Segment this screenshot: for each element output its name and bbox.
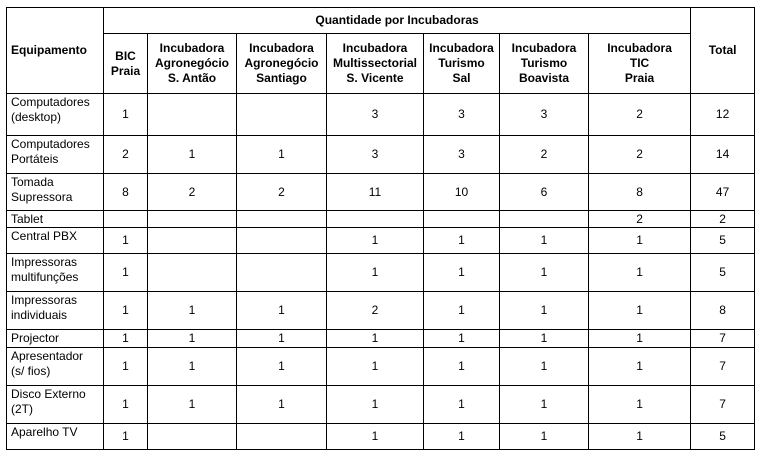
quantity-cell: 1	[104, 424, 148, 450]
quantity-cell: 1	[424, 228, 500, 254]
quantity-cell: 1	[500, 292, 589, 330]
quantity-cell: 3	[424, 136, 500, 174]
quantity-cell	[327, 211, 424, 228]
text-line: S. Vicente	[346, 71, 404, 85]
text-line: Central PBX	[11, 229, 78, 243]
quantity-cell: 1	[589, 228, 691, 254]
quantity-cell: 1	[500, 424, 589, 450]
quantity-cell: 1	[237, 292, 327, 330]
quantity-cell: 1	[589, 424, 691, 450]
quantity-cell: 1	[500, 348, 589, 386]
quantity-cell: 1	[327, 386, 424, 424]
quantity-cell	[104, 211, 148, 228]
text-line: Aparelho TV	[11, 425, 78, 439]
quantity-cell: 1	[104, 292, 148, 330]
total-cell: 7	[691, 386, 755, 424]
quantity-cell: 1	[237, 330, 327, 348]
quantity-cell: 2	[148, 174, 237, 211]
column-header	[148, 34, 237, 94]
quantity-cell: 1	[424, 386, 500, 424]
quantity-cell: 2	[589, 211, 691, 228]
column-header	[500, 34, 589, 94]
quantity-cell: 8	[589, 174, 691, 211]
quantity-cell: 3	[327, 94, 424, 136]
quantity-cell: 1	[424, 424, 500, 450]
quantity-cell: 2	[500, 136, 589, 174]
equipment-label	[7, 136, 104, 174]
text-line: (desktop)	[11, 110, 62, 124]
column-header	[104, 34, 148, 94]
equipment-label	[7, 174, 104, 211]
table-row	[7, 174, 755, 211]
text-line: Santiago	[256, 71, 307, 85]
text-line: Incubadora	[511, 41, 577, 55]
text-line: Incubadora	[342, 41, 408, 55]
quantity-cell: 1	[327, 424, 424, 450]
column-header	[327, 34, 424, 94]
header-row-group	[7, 8, 755, 34]
group-header: Quantidade por Incubadoras	[104, 8, 691, 34]
text-line: Agronegócio	[244, 56, 319, 70]
total-cell: 47	[691, 174, 755, 211]
table-body	[7, 94, 755, 450]
table-row	[7, 228, 755, 254]
table-row	[7, 292, 755, 330]
quantity-cell: 1	[104, 386, 148, 424]
table-row	[7, 348, 755, 386]
quantity-cell: 1	[327, 254, 424, 292]
text-line: Incubadora	[429, 41, 494, 55]
quantity-cell: 1	[148, 386, 237, 424]
quantity-cell: 1	[327, 228, 424, 254]
quantity-cell: 1	[424, 254, 500, 292]
text-line: Computadores	[11, 137, 90, 151]
text-line: multifunções	[11, 270, 79, 284]
table-row	[7, 386, 755, 424]
equipment-label	[7, 94, 104, 136]
total-cell: 7	[691, 330, 755, 348]
total-cell: 5	[691, 228, 755, 254]
text-line: Multissectorial	[332, 56, 418, 70]
total-header: Total	[691, 8, 755, 94]
text-line: Praia	[624, 71, 655, 85]
quantity-cell: 2	[327, 292, 424, 330]
quantity-cell: 1	[327, 348, 424, 386]
text-line: Supressora	[11, 190, 73, 204]
table-row	[7, 136, 755, 174]
quantity-cell: 2	[104, 136, 148, 174]
text-line: Boavista	[518, 71, 570, 85]
text-line: Apresentador	[11, 349, 84, 363]
text-line: Sal	[452, 71, 471, 85]
total-cell: 7	[691, 348, 755, 386]
equipment-table	[6, 7, 755, 450]
quantity-cell: 1	[500, 254, 589, 292]
total-cell: 2	[691, 211, 755, 228]
quantity-cell: 2	[237, 174, 327, 211]
header-row-columns	[7, 34, 755, 94]
quantity-cell: 3	[424, 94, 500, 136]
quantity-cell	[424, 211, 500, 228]
quantity-cell: 1	[424, 292, 500, 330]
quantity-cell: 3	[327, 136, 424, 174]
table-row	[7, 211, 755, 228]
quantity-cell: 1	[424, 330, 500, 348]
text-line: Disco Externo	[11, 387, 86, 401]
quantity-cell: 1	[148, 292, 237, 330]
table-row	[7, 330, 755, 348]
quantity-cell: 1	[589, 348, 691, 386]
quantity-cell: 1	[500, 386, 589, 424]
total-cell: 14	[691, 136, 755, 174]
quantity-cell	[148, 211, 237, 228]
quantity-cell	[148, 254, 237, 292]
column-header	[589, 34, 691, 94]
text-line: Portáteis	[11, 152, 59, 166]
quantity-cell: 8	[104, 174, 148, 211]
text-line: Impressoras	[11, 255, 78, 269]
quantity-cell: 1	[148, 330, 237, 348]
quantity-cell: 1	[589, 292, 691, 330]
quantity-cell: 1	[148, 348, 237, 386]
quantity-cell	[237, 211, 327, 228]
text-line: Turismo	[438, 56, 485, 70]
quantity-cell: 2	[589, 94, 691, 136]
quantity-cell: 1	[589, 254, 691, 292]
equipment-label	[7, 330, 104, 348]
total-cell: 8	[691, 292, 755, 330]
equipment-label	[7, 211, 104, 228]
equipment-label	[7, 348, 104, 386]
quantity-cell: 1	[104, 348, 148, 386]
text-line: TIC	[629, 56, 650, 70]
quantity-cell: 1	[104, 228, 148, 254]
text-line: Incubadora	[249, 41, 314, 55]
quantity-cell	[500, 211, 589, 228]
text-line: Tomada	[11, 175, 54, 189]
quantity-cell	[237, 228, 327, 254]
quantity-cell: 1	[589, 386, 691, 424]
quantity-cell: 2	[589, 136, 691, 174]
quantity-cell: 1	[104, 330, 148, 348]
quantity-cell: 1	[500, 228, 589, 254]
quantity-cell: 1	[104, 254, 148, 292]
quantity-cell: 1	[500, 330, 589, 348]
text-line: (2T)	[11, 402, 33, 416]
text-line: Tablet	[11, 212, 44, 226]
quantity-cell: 3	[500, 94, 589, 136]
quantity-cell	[237, 254, 327, 292]
text-line: Agronegócio	[155, 56, 229, 70]
equipment-label	[7, 228, 104, 254]
text-line: S. Antão	[167, 71, 217, 85]
quantity-cell: 1	[237, 136, 327, 174]
table-row	[7, 254, 755, 292]
column-header	[237, 34, 327, 94]
text-line: Computadores	[11, 95, 90, 109]
equipment-label	[7, 424, 104, 450]
total-cell: 5	[691, 424, 755, 450]
quantity-cell: 1	[424, 348, 500, 386]
quantity-cell: 1	[589, 330, 691, 348]
equipment-label	[7, 254, 104, 292]
text-line: Impressoras	[11, 293, 78, 307]
text-line: Incubadora	[159, 41, 225, 55]
text-line: Turismo	[520, 56, 568, 70]
quantity-cell: 1	[148, 136, 237, 174]
quantity-cell: 1	[327, 330, 424, 348]
quantity-cell: 10	[424, 174, 500, 211]
equipment-table-container	[6, 7, 755, 450]
quantity-cell	[148, 94, 237, 136]
quantity-cell	[148, 228, 237, 254]
text-line: individuais	[11, 308, 68, 322]
text-line: Incubadora	[607, 41, 672, 55]
quantity-cell	[237, 94, 327, 136]
quantity-cell	[148, 424, 237, 450]
quantity-cell: 1	[237, 386, 327, 424]
text-line: (s/ fios)	[11, 364, 51, 378]
quantity-cell: 6	[500, 174, 589, 211]
total-cell: 5	[691, 254, 755, 292]
equipment-label	[7, 292, 104, 330]
column-header	[424, 34, 500, 94]
table-row	[7, 94, 755, 136]
text-line: Projector	[11, 331, 60, 345]
table-row	[7, 424, 755, 450]
quantity-cell: 1	[237, 348, 327, 386]
total-cell: 12	[691, 94, 755, 136]
quantity-cell: 1	[104, 94, 148, 136]
quantity-cell: 11	[327, 174, 424, 211]
equipment-label	[7, 386, 104, 424]
equipment-header: Equipamento	[7, 8, 104, 94]
text-line: Praia	[110, 63, 141, 78]
text-line: BIC	[115, 48, 136, 63]
quantity-cell	[237, 424, 327, 450]
